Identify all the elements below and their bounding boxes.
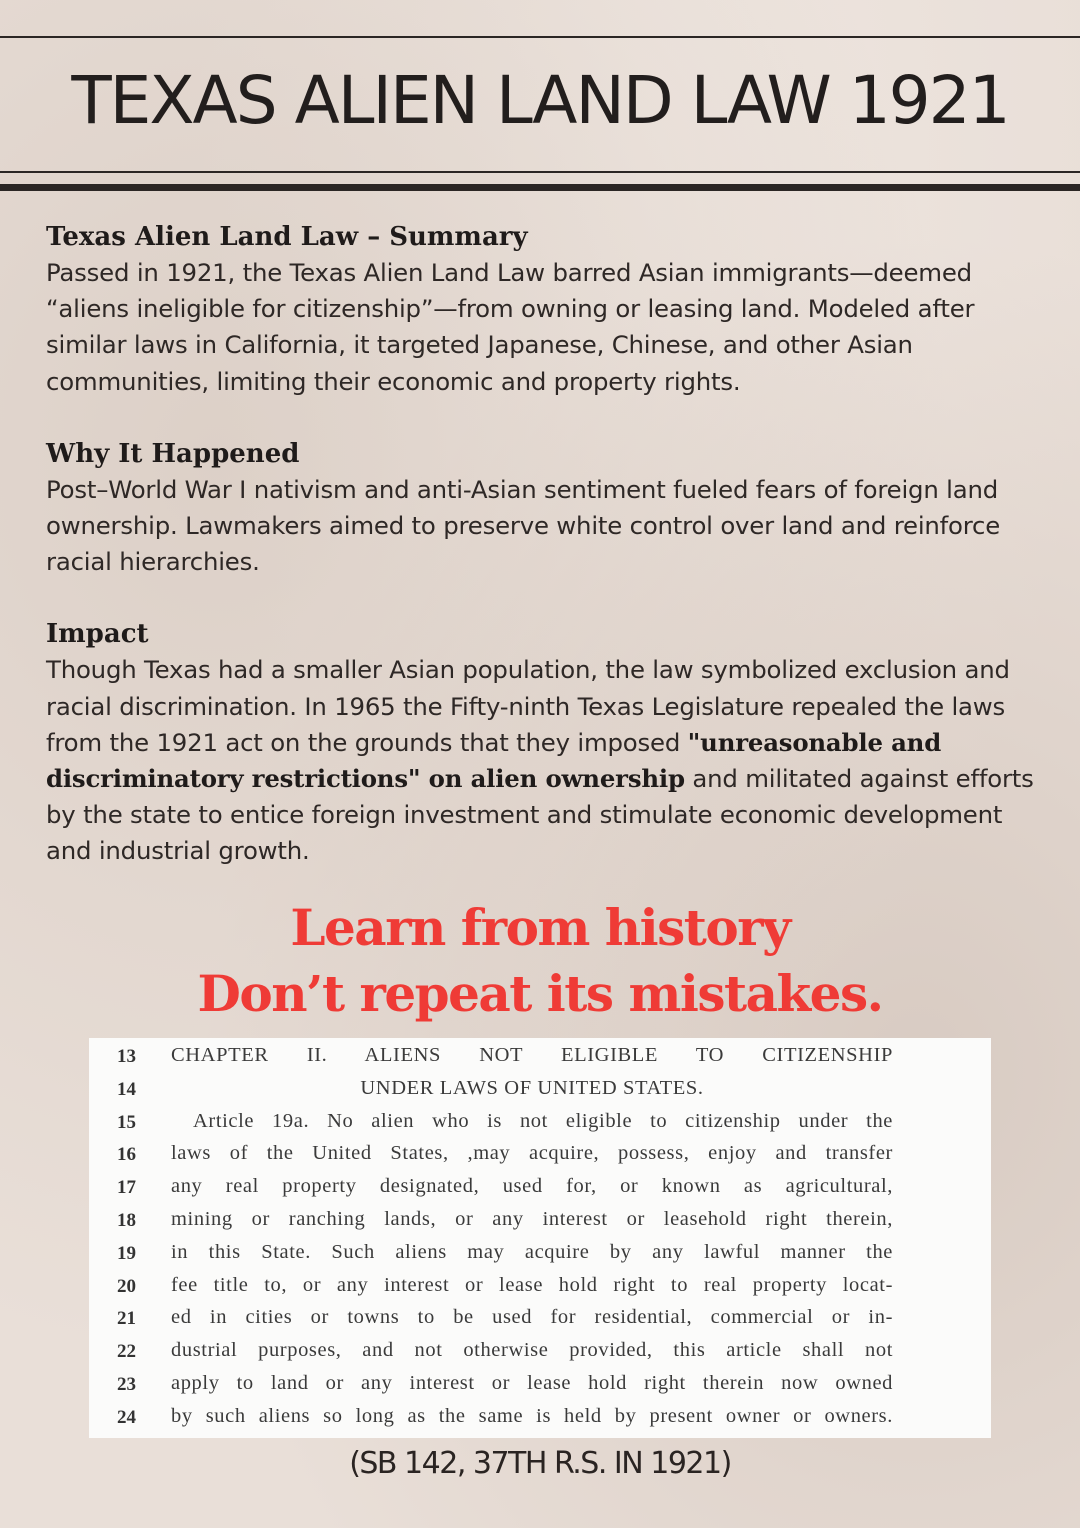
statute-line-number: 14 (117, 1078, 136, 1100)
statute-line-number: 15 (117, 1111, 136, 1133)
title-rule-thick (0, 184, 1080, 191)
statute-line-text: CHAPTER II. ALIENS NOT ELIGIBLE TO CITIZENSHIP (171, 1044, 893, 1066)
statute-line-number: 20 (117, 1275, 136, 1297)
statute-line-number: 18 (117, 1210, 136, 1231)
statute-line-text: Article 19a. No alien who is not eligible to citizenship under the (193, 1109, 893, 1132)
statute-line-text: in this State. Such aliens may acquire by any lawful manner the (171, 1240, 893, 1263)
statute-line-text: by such aliens so long as the same is held by present owner or owners. (171, 1404, 893, 1427)
statute-line-text: any real property designated, used for, or known as agricultural, (171, 1175, 893, 1198)
summary-body: Passed in 1921, the Texas Alien Land Law barred Asian immigrants—deemed “aliens ineligible for citizenship”—from owning or leasing land. Modeled after similar laws in California, it targeted Japanese, Chinese, and other Asian communities, limiting their economic and property rights. (46, 258, 975, 396)
statute-line-number: 16 (117, 1144, 136, 1166)
impact-body-end: and militated against efforts by the state to entice foreign investment and stimulate economic development and industrial growth. (46, 764, 1034, 866)
page-title: TEXAS ALIEN LAND LAW 1921 (71, 62, 1009, 139)
statute-line-number: 21 (117, 1308, 136, 1330)
impact-section (46, 616, 1036, 869)
statute-line-number: 19 (117, 1242, 136, 1264)
article-content (46, 219, 1036, 906)
statute-line-text: apply to land or any interest or lease hold right therein now owned (171, 1372, 893, 1394)
top-rule (0, 36, 1080, 38)
why-body: Post–World War I nativism and anti-Asian sentiment fueled fears of foreign land ownership. Lawmakers aimed to preserve white control over land and reinforce racial hierarchies. (46, 474, 1001, 577)
statute-line-text: fee title to, or any interest or lease hold right to real property locat- (171, 1273, 893, 1296)
impact-heading: Impact (46, 619, 149, 650)
statute-line-text: mining or ranching lands, or any interest or leasehold right therein, (171, 1208, 893, 1230)
statute-line-number: 13 (117, 1046, 136, 1067)
statute-line-number: 24 (117, 1406, 136, 1428)
statute-line-number: 17 (117, 1177, 136, 1199)
why-heading: Why It Happened (46, 438, 300, 469)
statute-line-text: ed in cities or towns to be used for residential, commercial or in- (171, 1306, 893, 1329)
statute-excerpt-image (89, 1038, 991, 1438)
summary-section (46, 219, 1036, 400)
statute-line-number: 23 (117, 1374, 136, 1395)
summary-heading: Texas Alien Land Law – Summary (46, 222, 528, 252)
citation-caption: (SB 142, 37TH R.S. IN 1921) (349, 1446, 731, 1481)
impact-body (46, 652, 1036, 869)
slogan-line-2: Don’t repeat its mistakes. (197, 964, 883, 1023)
statute-line-text: laws of the United States, ,may acquire, possess, enjoy and transfer (171, 1142, 893, 1165)
statute-line-text: UNDER LAWS OF UNITED STATES. (360, 1076, 704, 1099)
impact-body-start: Though Texas had a smaller Asian population, the law symbolized exclusion and racial discrimination. In 1965 the Fifty-ninth Texas Legislature repealed the laws from the 1921 act on the grounds that they imposed (46, 655, 1010, 757)
title-rule-thin (0, 171, 1080, 173)
why-section (46, 436, 1036, 581)
statute-line-number: 22 (117, 1341, 136, 1363)
impact-body-emphasis: "unreasonable and discriminatory restrictions" on alien ownership (46, 727, 942, 794)
statute-line-text: dustrial purposes, and not otherwise provided, this article shall not (171, 1339, 893, 1362)
slogan-line-1: Learn from history (290, 898, 790, 957)
